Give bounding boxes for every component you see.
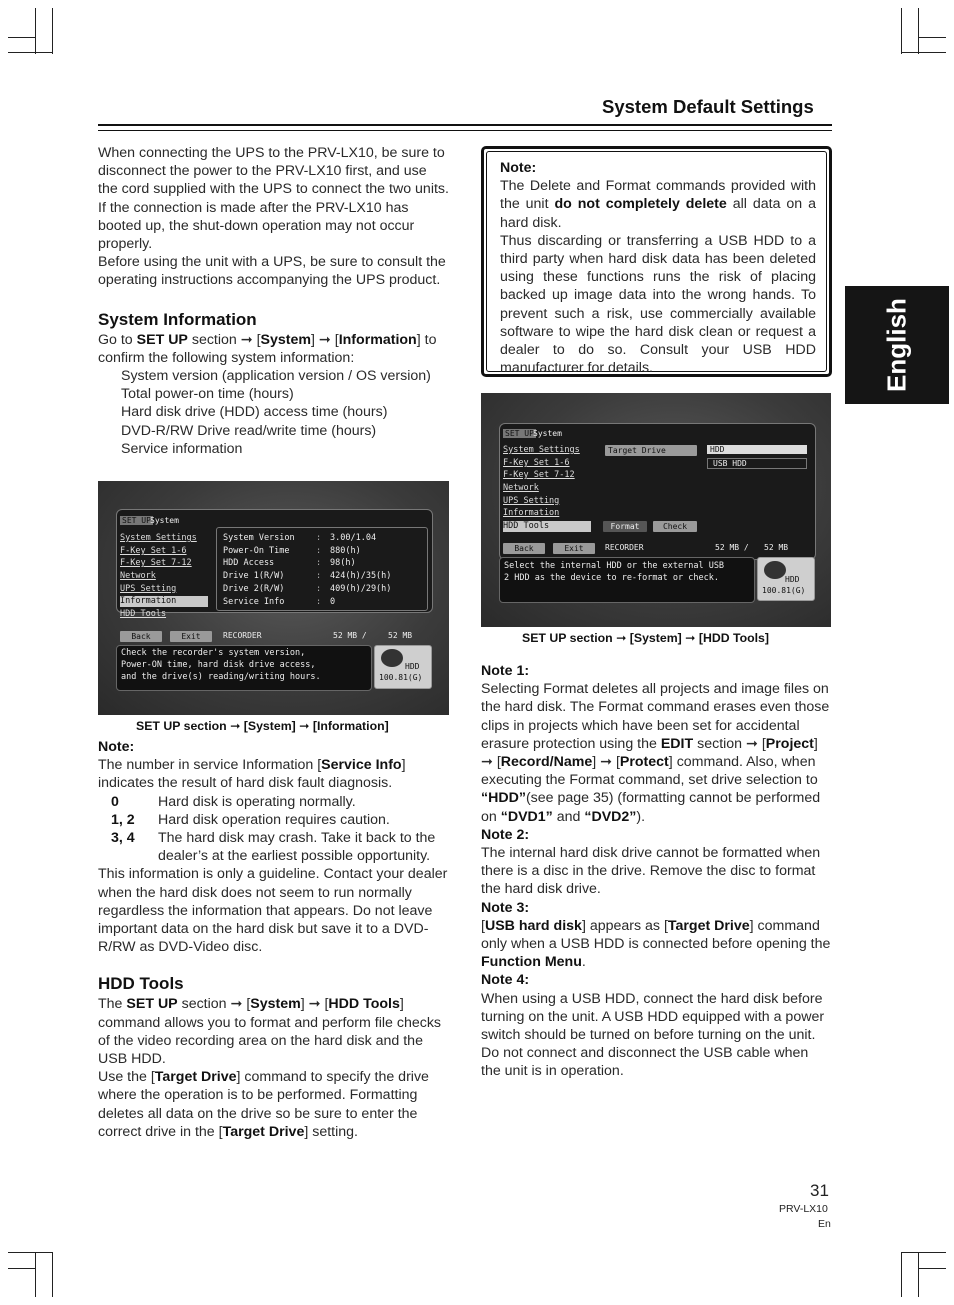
left-column-top xyxy=(98,144,450,458)
setup-tag: SET UP xyxy=(122,516,151,525)
crop-mark xyxy=(918,8,919,54)
format-button: Format xyxy=(603,521,647,532)
right-column xyxy=(481,662,831,1081)
crop-mark xyxy=(8,52,52,53)
list-item: System version (application version / OS version) xyxy=(121,368,431,385)
list-item: Total power-on time (hours) xyxy=(121,386,294,403)
page-title: System Default Settings xyxy=(602,96,814,117)
note1-text: Selecting Format deletes all projects and image files on the hard disk. The Format command erases even those clips in projects which have been set for accidental erasure protection using the EDIT section ➞ [Project] ➞ [Record/Name] ➞ [Protect] command. Also, when executing the Format command, set drive selection to “HDD”(see page 35) (formatting cannot be performed on “DVD1” and “DVD2”). xyxy=(481,681,830,825)
hdd-icon xyxy=(381,649,403,667)
osd-title: System xyxy=(533,429,562,438)
osd-menu-item: System Settings xyxy=(503,445,580,455)
sysinfo-list xyxy=(98,367,450,458)
crop-mark xyxy=(918,37,946,38)
osd-menu-item: HDD Tools xyxy=(120,609,167,619)
osd-menu-item: System Settings xyxy=(120,533,197,543)
note-heading: Note 4: xyxy=(481,972,530,989)
guideline-text: This information is only a guideline. Contact your dealer when the hard disk does not seem to run normally regardless the information that appears. Do not leave important data on the hard disk but save it to a DVD-R/RW as DVD-Video disc. xyxy=(98,866,448,956)
crop-mark xyxy=(35,8,36,54)
hdd-icon xyxy=(764,561,786,579)
note-heading: Note: xyxy=(98,739,135,755)
list-item: Service information xyxy=(121,440,243,457)
code-row: 0 Hard disk is operating normally. xyxy=(111,793,356,810)
section-heading-hdd-tools: HDD Tools xyxy=(98,974,184,994)
warning-note-text: Note: The Delete and Format commands provided with the unit do not completely delete all data on a hard disk. Thus discarding or transferring a USB HDD to a third party when hard disk data has been deleted using these functions runs the risk of placing backed up image data into the wrong hands. To prevent such a risk, use commercially available software to wipe the hard disk clean or request a dealer to do so. Consult your USB HDD manufacturer for details. xyxy=(500,160,816,377)
option-hdd: HDD xyxy=(707,445,807,454)
osd-menu-item: F-Key Set 7-12 xyxy=(503,470,575,480)
hdd-ip: 100.81(G) xyxy=(379,673,423,682)
osd-menu-item: Network xyxy=(503,483,539,493)
osd-menu-item: Network xyxy=(120,571,156,581)
target-drive-paragraph: Use the [Target Drive] command to specify the drive where the operation is to be performed. Formatting deletes all data on the drive so be sure to enter the correct drive in the [Target Drive] setting. xyxy=(98,1069,429,1140)
list-item: Hard disk drive (HDD) access time (hours) xyxy=(121,404,388,421)
exit-button: Exit xyxy=(553,543,595,554)
screenshot-information xyxy=(98,481,449,715)
osd-menu-item: F-Key Set 1-6 xyxy=(503,458,570,468)
crop-mark xyxy=(8,1252,52,1253)
page-number: 31 xyxy=(810,1181,829,1200)
hdd-label: HDD xyxy=(785,575,800,584)
back-button: Back xyxy=(120,631,162,642)
crop-mark xyxy=(52,1252,53,1297)
note-heading: Note 1: xyxy=(481,663,530,679)
back-button: Back xyxy=(503,543,545,554)
crop-mark xyxy=(8,1268,36,1269)
crop-mark xyxy=(52,8,53,54)
model-label: PRV-LX10 xyxy=(779,1203,828,1215)
divider xyxy=(98,124,832,126)
note-heading: Note 3: xyxy=(481,899,530,916)
osd-menu-item: Information xyxy=(503,508,560,518)
info-colons: : : : : : : xyxy=(316,533,322,607)
language-tab xyxy=(845,286,949,404)
crop-mark xyxy=(901,1252,946,1253)
osd-menu-item: UPS Setting xyxy=(503,496,560,506)
figure-caption: SET UP section ➞ [System] ➞ [Information] xyxy=(136,719,389,733)
check-button: Check xyxy=(653,521,697,532)
language-tab-label: English xyxy=(881,298,912,392)
message-text: Select the internal HDD or the external USB 2 HDD as the device to re-format or check. xyxy=(504,561,725,583)
note2-text: The internal hard disk drive cannot be formatted when there is a disc in the drive. Remove the disc to format the hard disk drive. xyxy=(481,845,821,898)
setup-tag: SET UP xyxy=(505,429,534,438)
capacity-label: 52 MB xyxy=(764,543,789,552)
divider xyxy=(98,130,832,131)
note4-text: When using a USB HDD, connect the hard disk before turning on the unit. A USB HDD equipped with a power switch should be turned on before turning on the unit. Do not connect and disconnect the USB cable when the unit is in operation. xyxy=(481,990,825,1080)
note-heading: Note 2: xyxy=(481,826,530,843)
section-heading-system-information: System Information xyxy=(98,309,257,329)
capacity-label: 52 MB / xyxy=(715,543,749,552)
recorder-label: RECORDER xyxy=(223,631,262,640)
option-usb-hdd: USB HDD xyxy=(707,458,807,469)
note-text: The number in service Information [Service Info] indicates the result of hard disk fault diagnosis. xyxy=(98,757,406,792)
info-values: 3.00/1.04 880(h) 98(h) 424(h)/35(h) 409(h)/29(h) 0 xyxy=(330,533,392,607)
crop-mark xyxy=(918,1252,919,1297)
note-heading: Note: xyxy=(500,160,537,176)
crop-mark xyxy=(901,8,902,54)
osd-menu-item: UPS Setting xyxy=(120,584,177,594)
osd-title: System xyxy=(150,516,179,525)
osd-menu-item: F-Key Set 7-12 xyxy=(120,558,192,568)
code-row: 3, 4 The hard disk may crash. Take it back to the dealer’s at the earliest possible opportunity. xyxy=(111,830,436,865)
hdd-ip: 100.81(G) xyxy=(762,586,806,595)
target-drive-button: Target Drive xyxy=(605,445,697,456)
crop-mark xyxy=(35,1252,36,1297)
recorder-label: RECORDER xyxy=(605,543,644,552)
osd-menu-item: F-Key Set 1-6 xyxy=(120,546,187,556)
capacity-label: 52 MB xyxy=(388,631,413,640)
note3-text: [USB hard disk] appears as [Target Drive] command only when a USB HDD is connected before opening the Function Menu. xyxy=(481,917,831,971)
osd-menu-item-selected: Information xyxy=(120,596,208,607)
crop-mark xyxy=(901,52,946,53)
osd-menu-item-selected: HDD Tools xyxy=(503,521,591,532)
intro-paragraph: Before using the unit with a UPS, be sure to consult the operating instructions accompanying the UPS product. xyxy=(98,254,446,289)
hdd-tools-paragraph: The SET UP section ➞ [System] ➞ [HDD Tools] command allows you to format and perform file checks of the video recording area on the hard disk and the USB HDD. xyxy=(98,996,442,1068)
crop-mark xyxy=(918,1268,946,1269)
capacity-label: 52 MB / xyxy=(333,631,367,640)
warning-note-box xyxy=(481,146,832,377)
crop-mark xyxy=(8,37,36,38)
language-code: En xyxy=(818,1218,831,1230)
hdd-label: HDD xyxy=(405,662,420,671)
left-column-bottom xyxy=(98,738,450,1141)
info-labels: System Version Power-On Time HDD Access Drive 1(R/W) Drive 2(R/W) Service Info xyxy=(223,533,295,607)
screenshot-hdd-tools xyxy=(481,393,831,627)
figure-caption: SET UP section ➞ [System] ➞ [HDD Tools] xyxy=(522,631,769,645)
message-text: Check the recorder's system version, Power-ON time, hard disk drive access, and the drive(s) reading/writing hours. xyxy=(121,648,321,682)
code-row: 1, 2 Hard disk operation requires caution. xyxy=(111,811,390,828)
crop-mark xyxy=(901,1252,902,1297)
intro-paragraph: When connecting the UPS to the PRV-LX10, be sure to disconnect the power to the PRV-LX10 first, and use the cord supplied with the UPS to connect the two units. If the connection is made after the PRV-LX10 has booted up, the shut-down operation may not occur properly. xyxy=(98,145,449,253)
sysinfo-path: Go to SET UP section ➞ [System] ➞ [Information] to confirm the following system information: xyxy=(98,331,437,366)
exit-button: Exit xyxy=(170,631,212,642)
list-item: DVD-R/RW Drive read/write time (hours) xyxy=(121,422,377,439)
